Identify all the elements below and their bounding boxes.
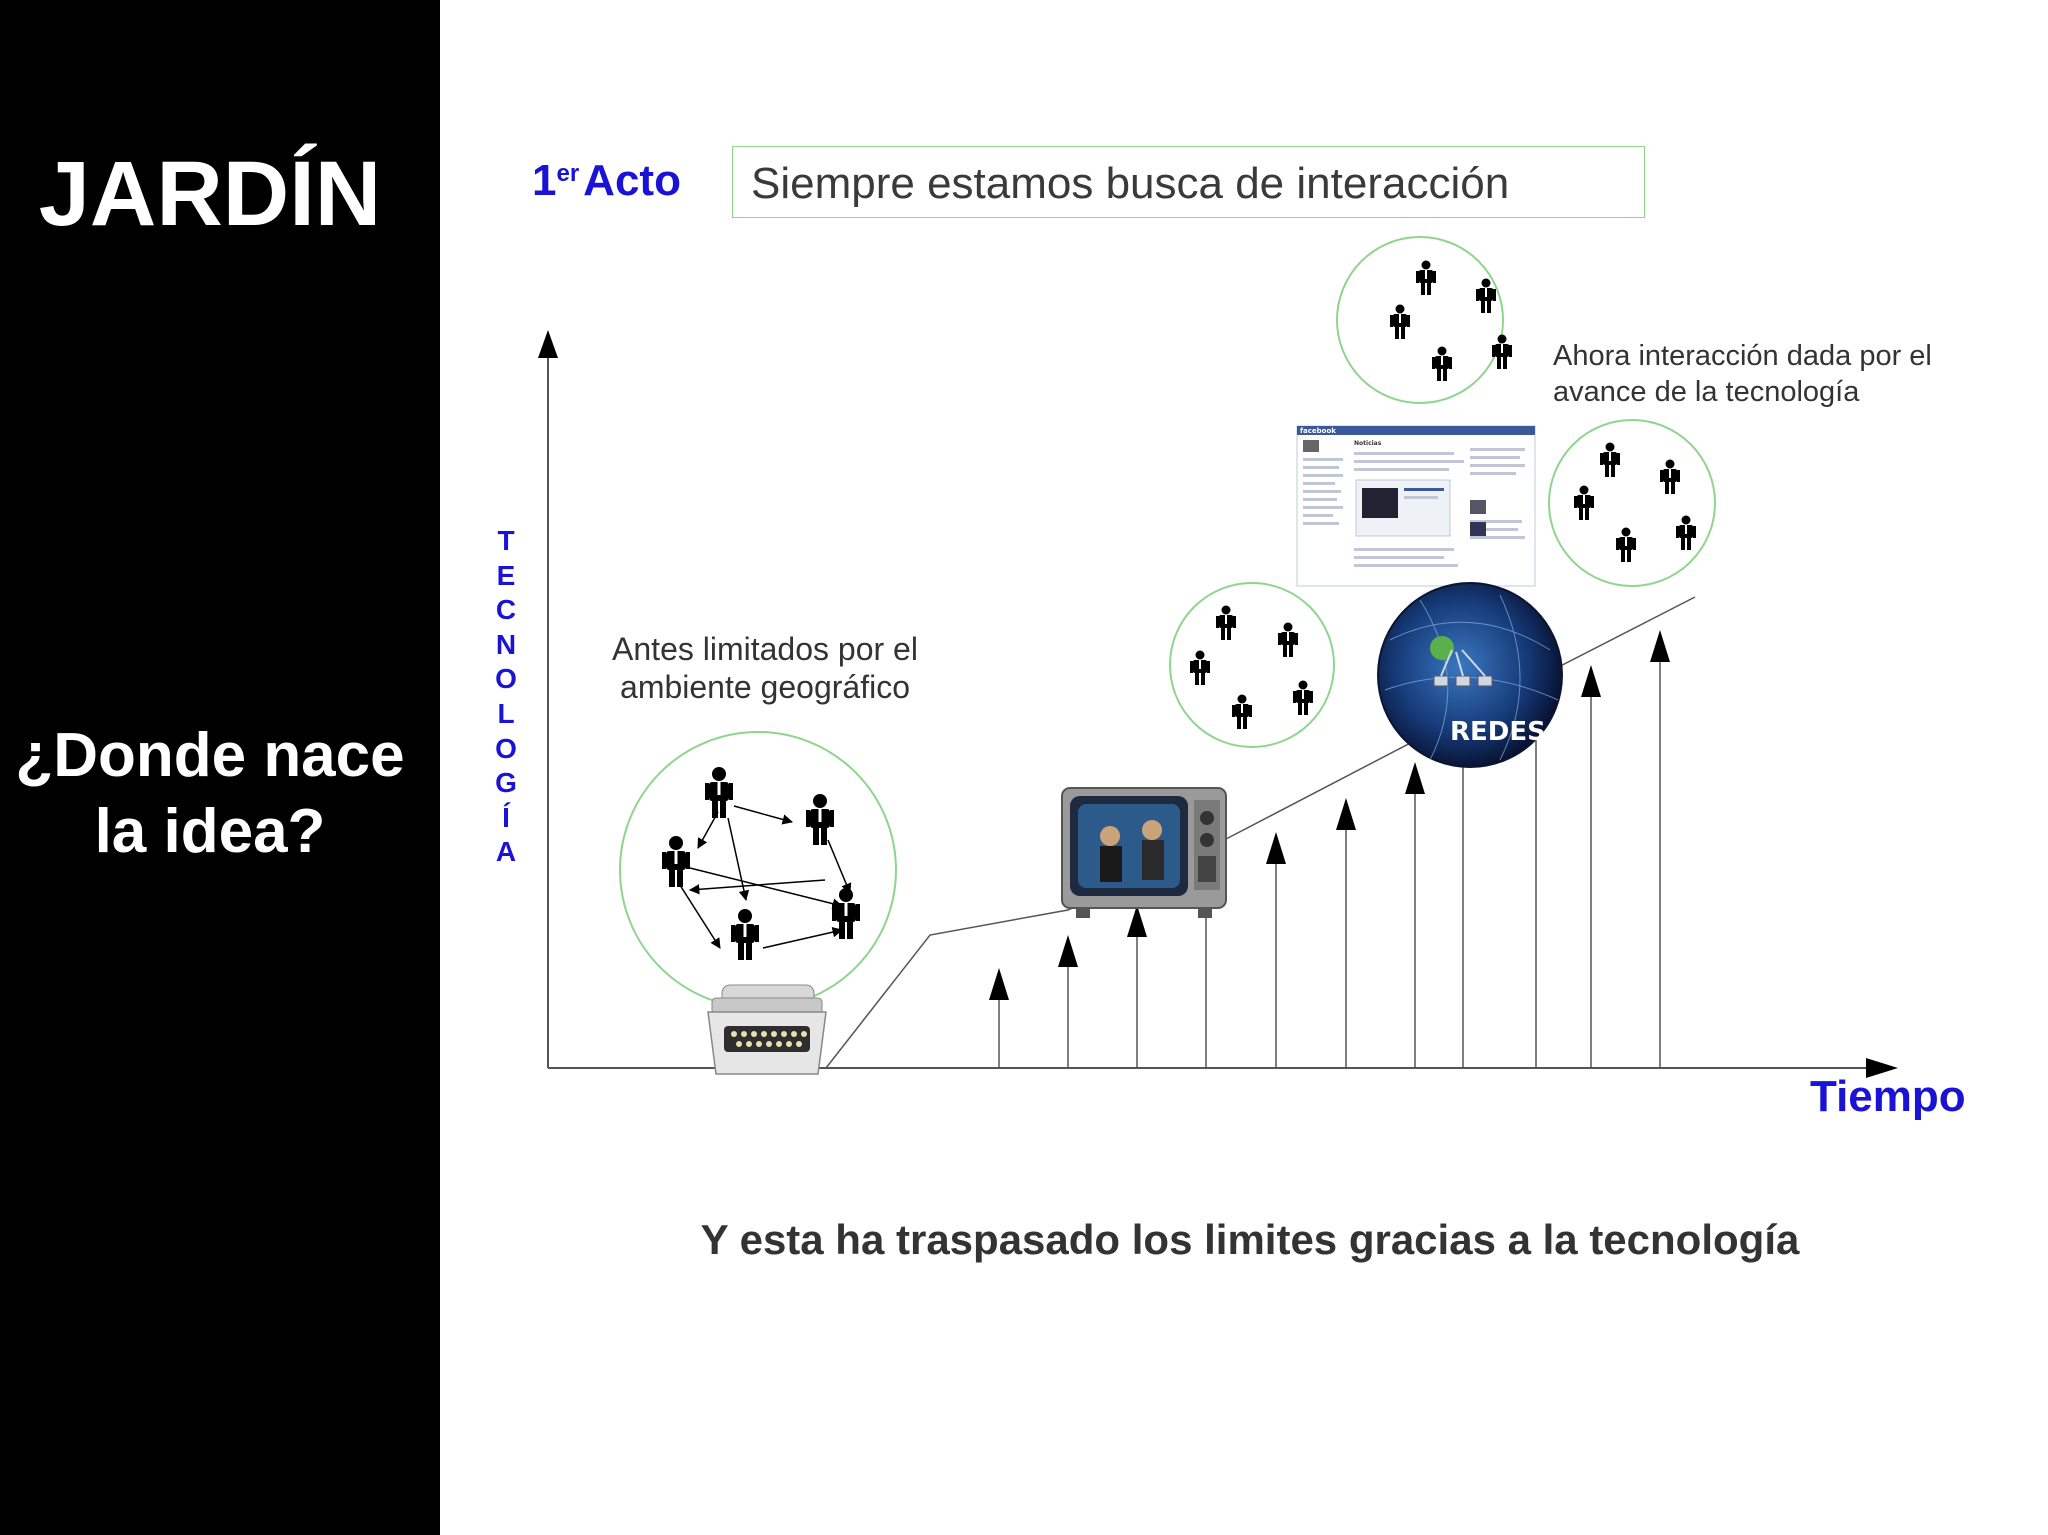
- y-axis-label-letter: O: [495, 732, 517, 764]
- y-axis-label-letter: G: [495, 767, 517, 799]
- sidebar-title: JARDÍN: [38, 143, 382, 245]
- act-word: Acto: [583, 156, 681, 205]
- social-site-screenshot: [1297, 426, 1535, 586]
- timeline-diagram: [440, 0, 2048, 1535]
- note-before: Antes limitados por el ambiente geográfico: [612, 631, 918, 705]
- y-axis-label-letter: T: [497, 525, 515, 556]
- y-axis-label-letter: O: [495, 663, 517, 695]
- y-axis-label-letter: E: [496, 559, 516, 591]
- local-network-circle: [620, 732, 896, 1008]
- x-axis-label: Tiempo: [1810, 1072, 1966, 1121]
- headline: Siempre estamos busca de interacción: [751, 159, 1510, 208]
- y-axis-label-letter: Í: [502, 801, 510, 833]
- act-superscript: er: [556, 160, 580, 187]
- community-circle-top: [1337, 237, 1512, 403]
- sidebar-question: ¿Donde nace la idea?: [15, 721, 405, 866]
- television-icon: [1062, 788, 1226, 918]
- act-number: 1: [532, 156, 557, 205]
- sidebar: [0, 0, 440, 1535]
- network-label: REDES: [1450, 717, 1546, 747]
- typewriter-icon: [708, 985, 826, 1074]
- y-axis-label-letter: N: [495, 628, 517, 660]
- y-axis-label-letter: C: [495, 594, 517, 626]
- globe-network-icon: [1378, 583, 1562, 767]
- y-axis-label-letter: L: [497, 697, 515, 729]
- community-circle-small: [1170, 583, 1334, 747]
- social-site-heading: Noticias: [1354, 440, 1382, 447]
- footer-caption: Y esta ha traspasado los limites gracias a la tecnología: [700, 1216, 1800, 1263]
- y-axis-label-letter: A: [495, 836, 517, 868]
- y-axis-arrow-icon: [538, 330, 558, 358]
- note-now: Ahora interacción dada por el avance de la tecnología: [1553, 340, 1932, 408]
- y-axis-label: [486, 524, 526, 870]
- social-site-logo: facebook: [1300, 427, 1336, 435]
- community-circle-right: [1549, 420, 1715, 586]
